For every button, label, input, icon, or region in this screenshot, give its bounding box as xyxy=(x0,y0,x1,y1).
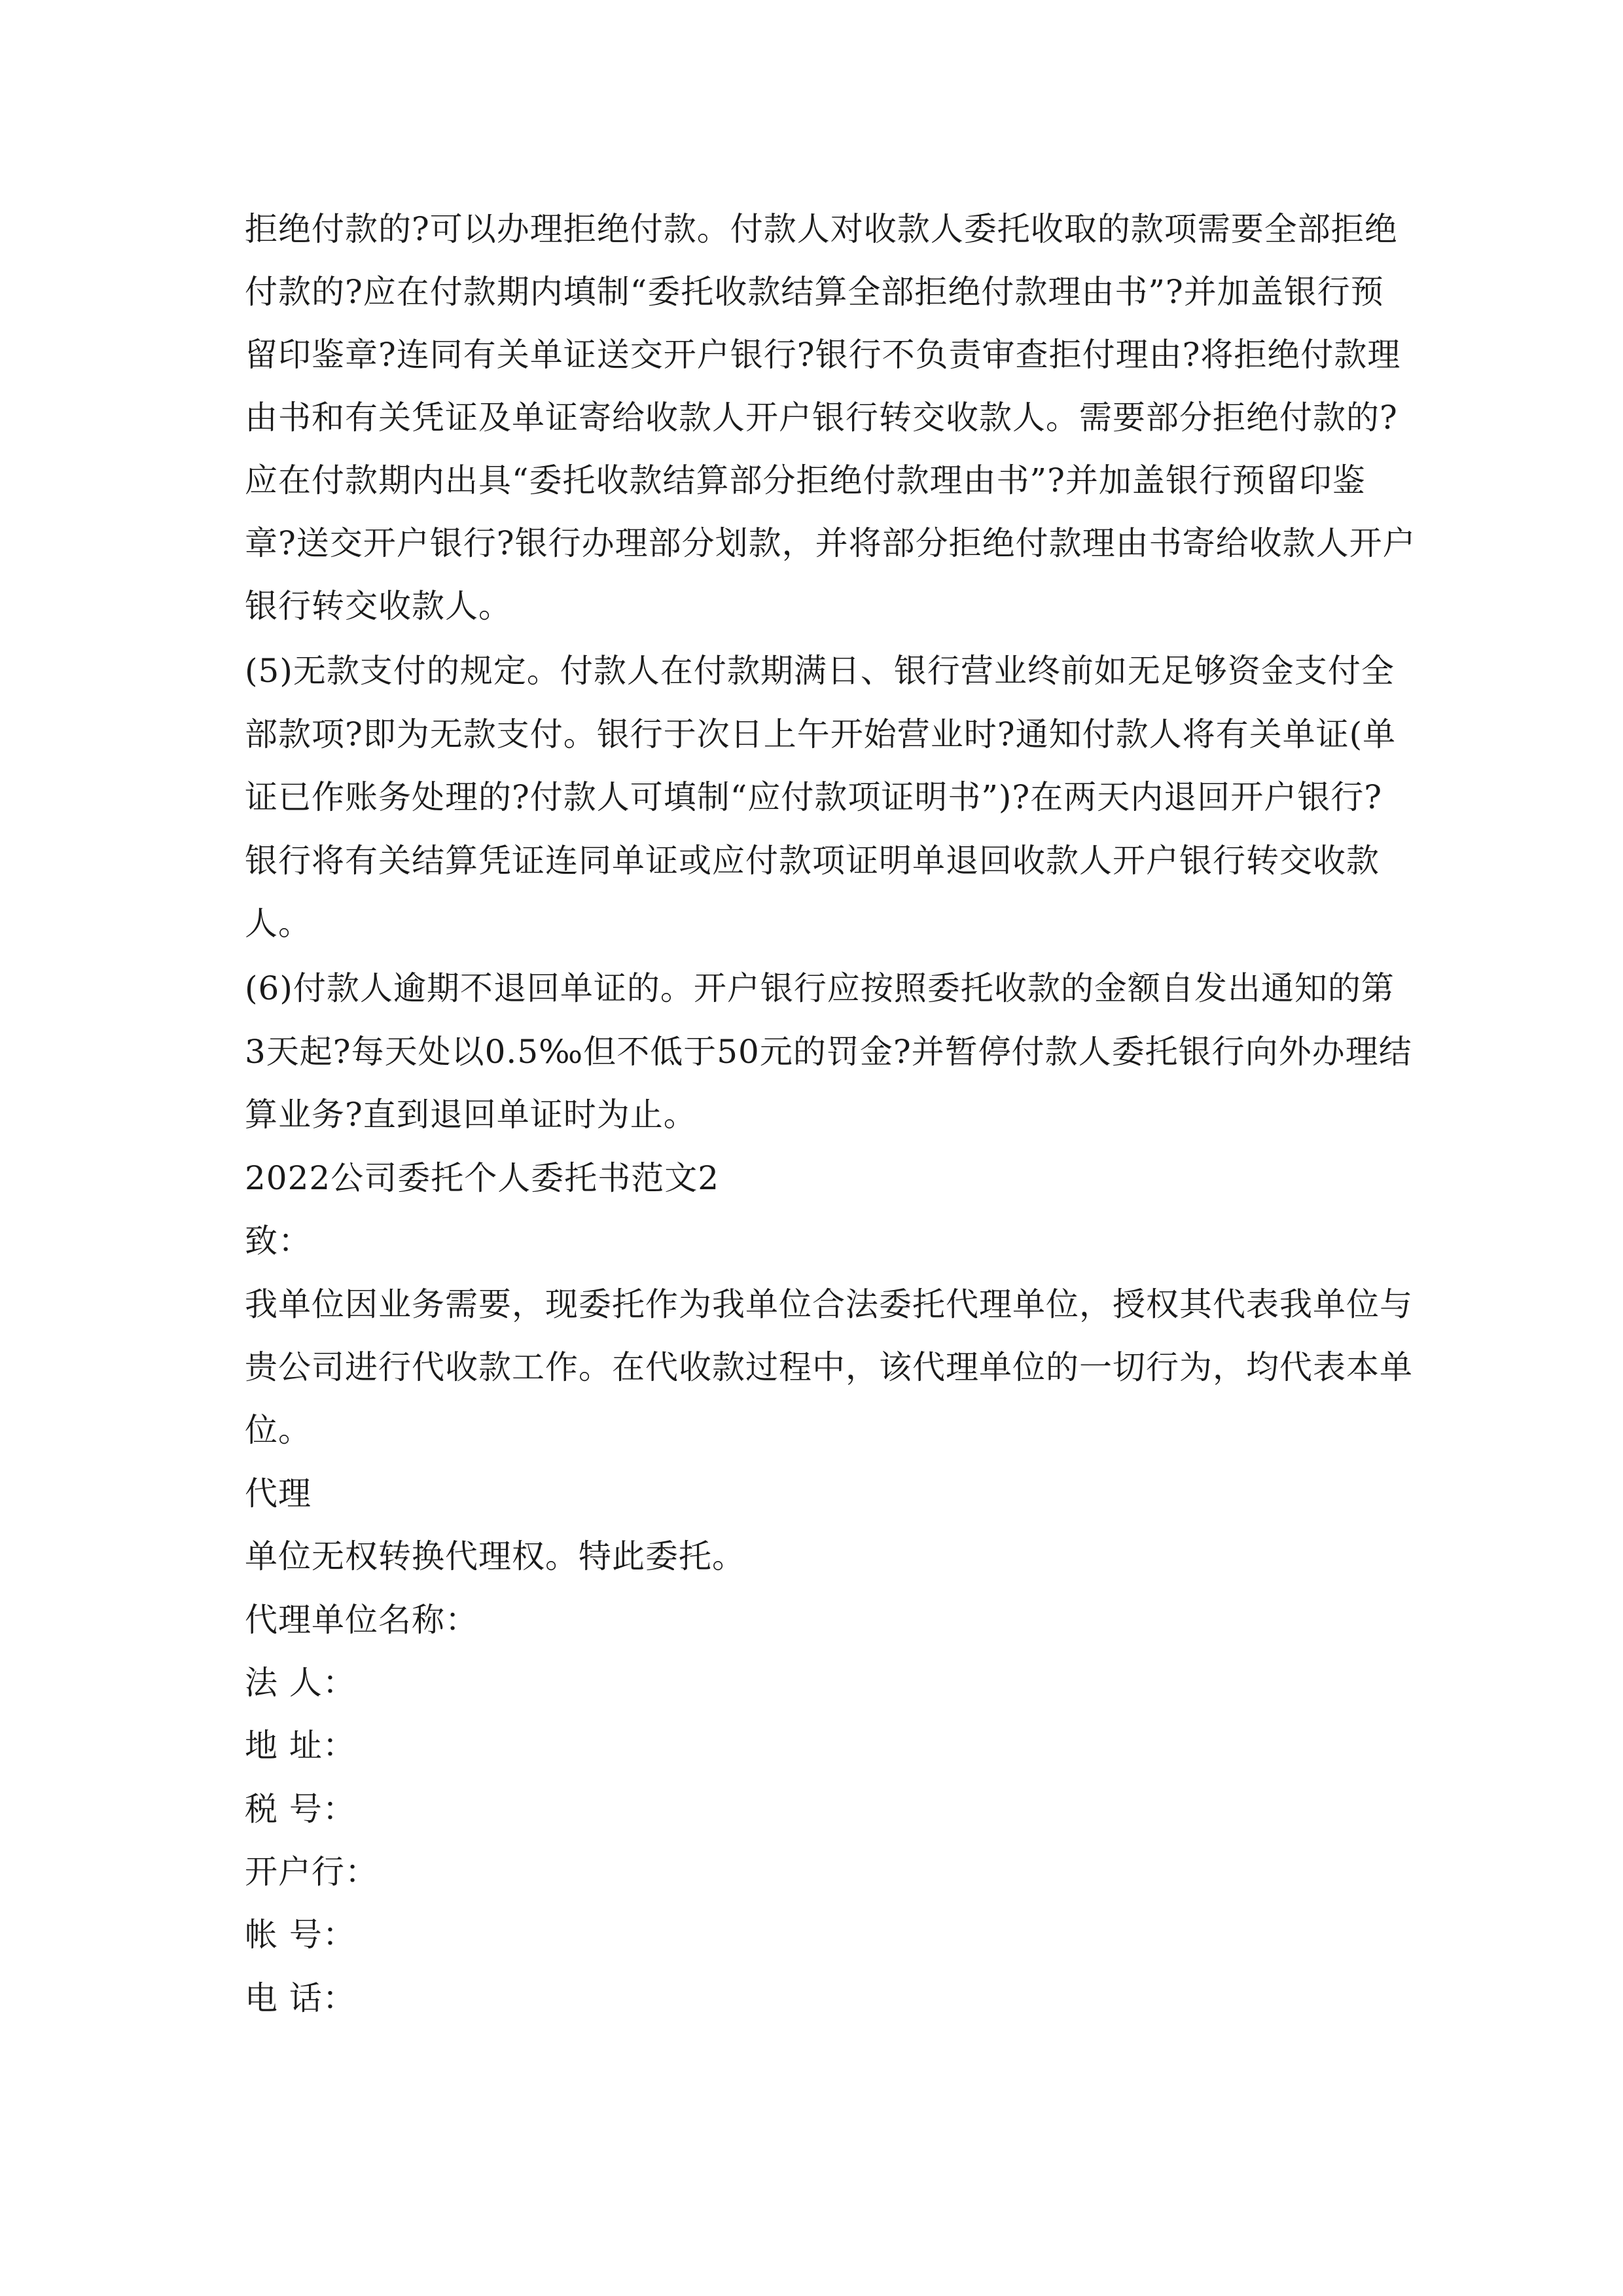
address-field-label: 地 址： xyxy=(245,1727,356,1765)
document-title: 2022公司委托个人委托书范文2 xyxy=(245,1159,720,1197)
body-text-line: 证已作账务处理的?付款人可填制“应付款项证明书”)?在两天内退回开户银行? xyxy=(245,778,1383,816)
account-field-label: 帐 号： xyxy=(245,1916,356,1954)
body-text-line: 留印鉴章?连同有关单证送交开户银行?银行不负责审查拒付理由?将拒绝付款理 xyxy=(245,336,1401,374)
bank-field-label: 开户行： xyxy=(245,1853,378,1891)
body-text-line: 贵公司进行代收款工作。在代收款过程中，该代理单位的一切行为，均代表本单 xyxy=(245,1348,1413,1386)
tax-number-field-label: 税 号： xyxy=(245,1790,356,1828)
body-text-line: 银行转交收款人。 xyxy=(245,587,512,625)
body-text-line: 代理 xyxy=(245,1475,312,1513)
phone-field-label: 电 话： xyxy=(245,1979,356,2017)
body-text-line: 算业务?直到退回单证时为止。 xyxy=(245,1096,697,1134)
legal-person-field-label: 法 人： xyxy=(245,1664,356,1702)
body-text-line: 应在付款期内出具“委托收款结算部分拒绝付款理由书”?并加盖银行预留印鉴 xyxy=(245,461,1366,499)
body-text-line: 人。 xyxy=(245,905,312,942)
body-text-line: 部款项?即为无款支付。银行于次日上午开始营业时?通知付款人将有关单证(单 xyxy=(245,715,1397,753)
salutation: 致： xyxy=(245,1222,312,1260)
section-6-heading: (6)付款人逾期不退回单证的。开户银行应按照委托收款的金额自发出通知的第 xyxy=(245,969,1395,1007)
body-text-line: 由书和有关凭证及单证寄给收款人开户银行转交收款人。需要部分拒绝付款的? xyxy=(245,399,1398,437)
body-text-line: 位。 xyxy=(245,1411,312,1449)
body-text-line: 银行将有关结算凭证连同单证或应付款项证明单退回收款人开户银行转交收款 xyxy=(245,842,1380,880)
body-text-line: 拒绝付款的?可以办理拒绝付款。付款人对收款人委托收取的款项需要全部拒绝 xyxy=(245,210,1398,248)
body-text-line: 章?送交开户银行?银行办理部分划款，并将部分拒绝付款理由书寄给收款人开户 xyxy=(245,524,1416,562)
section-5-heading: (5)无款支付的规定。付款人在付款期满日、银行营业终前如无足够资金支付全 xyxy=(245,652,1395,690)
body-text-line: 单位无权转换代理权。特此委托。 xyxy=(245,1537,745,1575)
body-text-line: 3天起?每天处以0.5‰但不低于50元的罚金?并暂停付款人委托银行向外办理结 xyxy=(245,1033,1412,1071)
body-text-line: 付款的?应在付款期内填制“委托收款结算全部拒绝付款理由书”?并加盖银行预 xyxy=(245,273,1384,311)
body-text-line: 我单位因业务需要，现委托作为我单位合法委托代理单位，授权其代表我单位与 xyxy=(245,1285,1413,1323)
agent-name-field-label: 代理单位名称： xyxy=(245,1601,478,1639)
